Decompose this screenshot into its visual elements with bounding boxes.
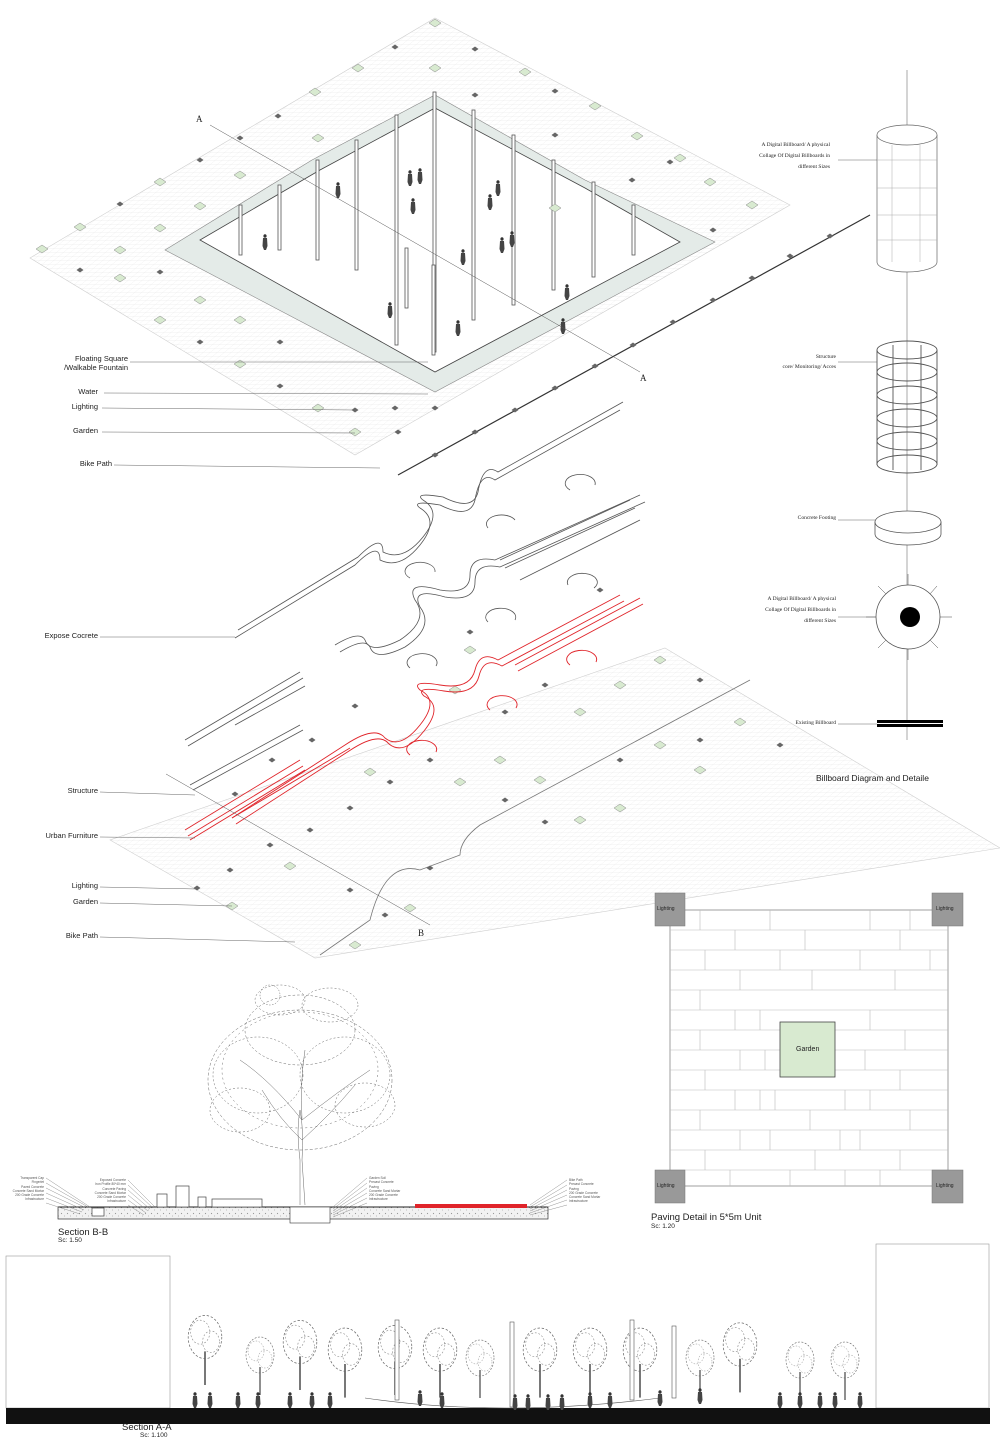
bb-note: 200 Grade Concrete (569, 1190, 598, 1195)
label-floating-square: Floating Square /Walkable Fountain (64, 354, 128, 372)
billboard-diagram-title: Billboard Diagram and Detaile (816, 773, 929, 783)
section-bb-title: Section B-B (58, 1227, 109, 1238)
bb-note: Transparent Cap (20, 1176, 44, 1180)
bb-mid-notes (86, 1178, 126, 1204)
bb-note: Precast Concrete (369, 1180, 394, 1185)
paving-detail-scale: Sc: 1.20 (651, 1223, 675, 1230)
bb-note: Concrete Sand Mortar (12, 1188, 44, 1193)
section-letter-a-bottom: A (640, 373, 647, 383)
label-structure: Structure (67, 786, 98, 795)
bike-path-red (415, 1204, 527, 1208)
paving-detail-title: Paving Detail in 5*5m Unit (651, 1212, 762, 1223)
bb-note: Concrete Sand Mortar (369, 1188, 401, 1193)
bb-note: Iron Profile 80*40 mm (95, 1182, 126, 1187)
bb-note: Paved Concrete (21, 1184, 44, 1189)
bb-note: Precast Concrete (569, 1182, 594, 1187)
billboard-plan (866, 574, 952, 660)
section-aa-title: Section A-A (122, 1422, 172, 1433)
section-aa-scale: Sc: 1.100 (140, 1432, 168, 1439)
bb-note: Paving (369, 1184, 379, 1189)
label-lighting-top: Lighting (71, 402, 98, 411)
label-existing-billboard: Existing Billboard (795, 720, 836, 726)
bb-note: Infrastructure (107, 1199, 126, 1204)
label-garden-bottom: Garden (72, 897, 98, 906)
label-lighting-bottom: Lighting (71, 881, 98, 890)
billboard-cylinder (877, 125, 937, 272)
paving-lighting-label-tr: Lighting (936, 906, 954, 912)
bb-note: Concrete Sand Mortar (94, 1190, 126, 1195)
section-letter-b: B (418, 928, 425, 938)
aa-left-building (6, 1256, 170, 1408)
bb-note: Infrastructure (569, 1199, 588, 1204)
bb-note: Bike Path (569, 1178, 583, 1182)
big-tree (208, 985, 395, 1205)
label-digital-billboard-1: A Digital Billboard/ A physical Collage Of Digital Billboards in different Sizes (759, 142, 830, 170)
bb-far-notes (569, 1178, 600, 1204)
bb-right-notes (369, 1176, 400, 1202)
section-bb-scale: Sc: 1.50 (58, 1237, 82, 1244)
bb-note: Paving (569, 1186, 579, 1191)
axon-bottom (100, 402, 1000, 958)
label-bike-path-bottom: Bike Path (65, 931, 98, 940)
bb-note: Garden Soil (369, 1176, 386, 1180)
paving-lighting-label-tl: Lighting (657, 906, 675, 912)
aa-people (193, 1388, 863, 1410)
tree-pit (290, 1207, 330, 1223)
bb-note: Fingerlet (31, 1180, 44, 1185)
bb-note: Infrastructure (25, 1197, 44, 1202)
label-expose-concrete: Expose Cocrete (44, 631, 98, 640)
bb-note: 200 Grade Concrete (15, 1193, 44, 1198)
section-aa (6, 1244, 990, 1424)
bb-left-notes (4, 1176, 44, 1202)
existing-billboard-bar (877, 720, 943, 727)
label-water: Water (78, 387, 98, 396)
axon-top (30, 18, 870, 475)
label-urban-furniture: Urban Furniture (45, 831, 98, 840)
bb-note: 200 Grade Concrete (97, 1195, 126, 1200)
aa-right-building (876, 1244, 989, 1408)
label-bike-path-top: Bike Path (79, 459, 112, 468)
aa-trees (188, 1315, 859, 1400)
label-concrete-footing: Concrete Footing (797, 515, 836, 521)
bb-note: 200 Grade Concrete (369, 1193, 398, 1198)
paving-garden-label: Garden (796, 1046, 820, 1053)
concrete-footing (875, 511, 941, 545)
paving-lighting-label-bl: Lighting (657, 1183, 675, 1189)
label-garden-top: Garden (72, 426, 98, 435)
bb-note: Concrete Sand Mortar (569, 1195, 601, 1200)
bb-note: Infrastructure (369, 1197, 388, 1202)
section-letter-a-top: A (196, 114, 203, 124)
bb-note: Concrete Paving (102, 1186, 126, 1191)
paving-lighting-label-br: Lighting (936, 1183, 954, 1189)
label-digital-billboard-2: A Digital Billboard/ A physical Collage Of Digital Billboards in different Sizes (765, 596, 836, 624)
label-structure-core: Structure core/ Monitoring/ Acces (782, 354, 836, 370)
bb-note: Exposed Concrete (99, 1178, 126, 1182)
billboard-diagram (838, 70, 952, 740)
